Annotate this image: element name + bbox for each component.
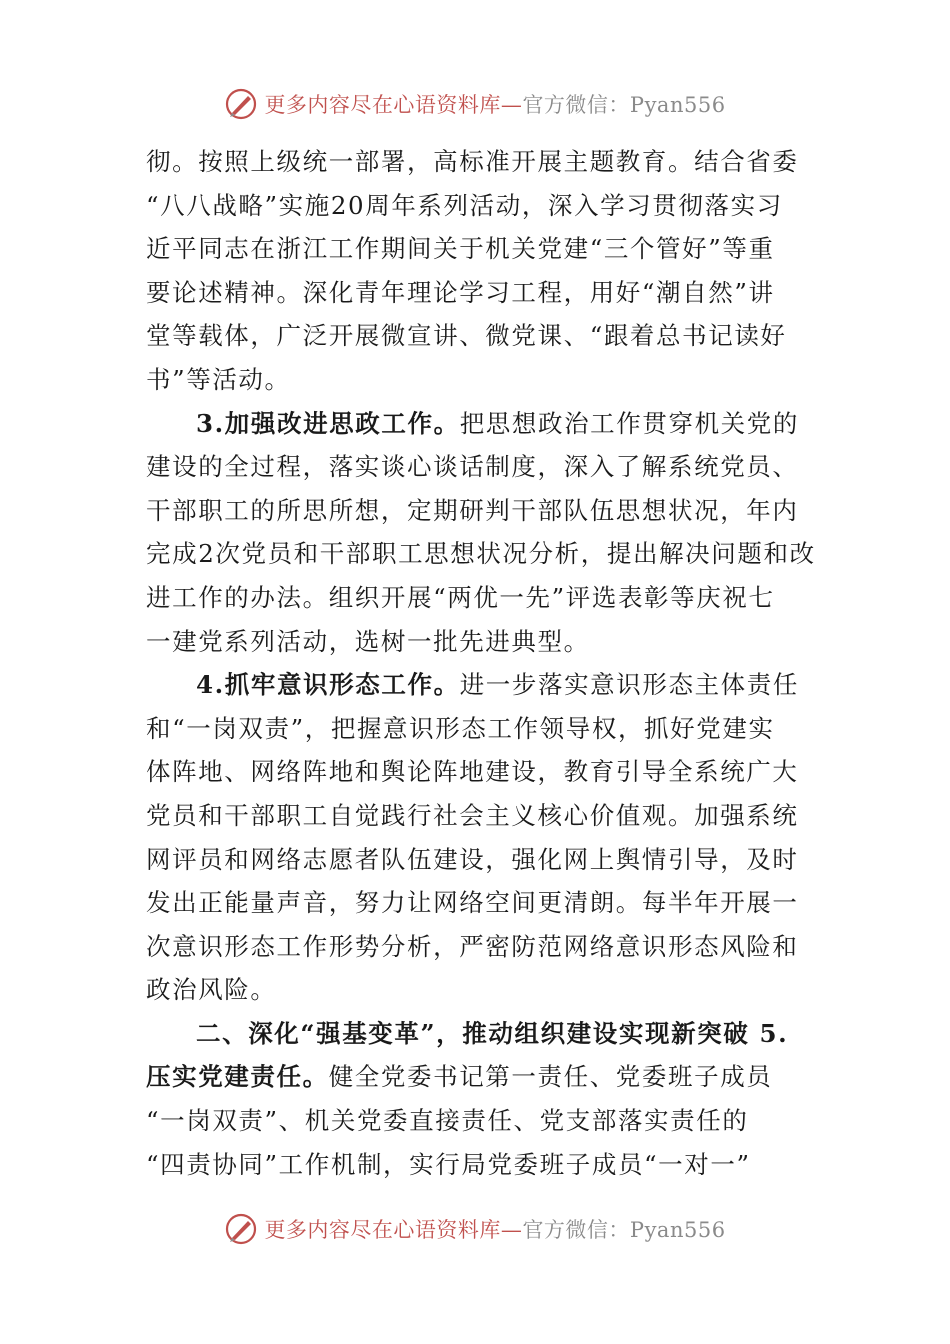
line-text: 发出正能量声音，努力让网络空间更清朗。每半年开展一 <box>146 888 799 918</box>
text-line <box>146 402 818 446</box>
line-text: 进工作的办法。组织开展“两优一先”评选表彰等庆祝七 <box>146 582 775 612</box>
line-text: “四责协同”工作机制，实行局党委班子成员“一对一” <box>146 1149 751 1179</box>
text-line <box>146 750 818 794</box>
line-text: 网评员和网络志愿者队伍建设，强化网上舆情引导，及时 <box>146 844 799 874</box>
bold-heading: 4.抓牢意识形态工作。 <box>196 670 460 700</box>
text-line <box>146 1012 818 1056</box>
text-line <box>146 1099 818 1143</box>
text-line <box>146 620 818 664</box>
text-line <box>146 358 818 402</box>
text-line <box>146 227 818 271</box>
watermark-text <box>264 1214 725 1244</box>
bold-heading: 3.加强改进思政工作。 <box>196 408 460 438</box>
watermark-prefix: 更多内容尽在心语资料库— <box>264 1218 523 1242</box>
text-line <box>146 271 818 315</box>
text-line <box>146 532 818 576</box>
text-line <box>146 794 818 838</box>
line-text: “八八战略”实施20周年系列活动，深入学习贯彻落实习 <box>146 190 783 220</box>
watermark-text <box>264 89 725 119</box>
pen-circle-logo-icon <box>224 1212 258 1246</box>
text-line <box>146 184 818 228</box>
text-line <box>146 1143 818 1187</box>
watermark-prefix: 更多内容尽在心语资料库— <box>264 93 523 117</box>
bold-heading: 二、深化“强基变革”，推动组织建设实现新突破 5. <box>196 1018 789 1048</box>
line-text: 党员和干部职工自觉践行社会主义核心价值观。加强系统 <box>146 800 799 830</box>
line-text: 堂等载体，广泛开展微宣讲、微党课、“跟着总书记读好 <box>146 321 787 351</box>
line-text: 完成2次党员和干部职工思想状况分析，提出解决问题和改 <box>146 539 816 569</box>
bold-heading: 压实党建责任。 <box>146 1062 329 1092</box>
text-line <box>146 838 818 882</box>
text-line <box>146 314 818 358</box>
line-text: 进一步落实意识形态主体责任 <box>459 670 799 700</box>
line-text: 把思想政治工作贯穿机关党的 <box>459 408 799 438</box>
line-text: 要论述精神。深化青年理论学习工程，用好“潮自然”讲 <box>146 277 775 307</box>
text-line <box>146 925 818 969</box>
text-line <box>146 489 818 533</box>
text-line <box>146 445 818 489</box>
text-line <box>146 663 818 707</box>
line-text: 体阵地、网络阵地和舆论阵地建设，教育引导全系统广大 <box>146 757 799 787</box>
line-text: 健全党委书记第一责任、党委班子成员 <box>328 1062 773 1092</box>
line-text: “一岗双责”、机关党委直接责任、党支部落实责任的 <box>146 1106 749 1136</box>
line-text: 彻。按照上级统一部署，高标准开展主题教育。结合省委 <box>146 147 799 176</box>
watermark-suffix: 官方微信：Pyan556 <box>522 1218 726 1242</box>
line-text: 近平同志在浙江工作期间关于机关党建“三个管好”等重 <box>146 234 775 264</box>
pen-circle-logo-icon <box>224 87 258 121</box>
text-line <box>146 707 818 751</box>
line-text: 干部职工的所思所想，定期研判干部队伍思想状况，年内 <box>146 495 799 525</box>
line-text: 次意识形态工作形势分析，严密防范网络意识形态风险和 <box>146 931 799 961</box>
watermark-banner-top <box>0 82 950 126</box>
document-body <box>146 140 818 1186</box>
line-text: 政治风险。 <box>146 975 277 1005</box>
line-text: 建设的全过程，落实谈心谈话制度，深入了解系统党员、 <box>146 452 799 482</box>
text-line <box>146 576 818 620</box>
line-text: 和“一岗双责”，把握意识形态工作领导权，抓好党建实 <box>146 713 775 743</box>
watermark-suffix: 官方微信：Pyan556 <box>522 93 726 117</box>
watermark-banner-bottom <box>0 1207 950 1251</box>
line-text: 书”等活动。 <box>146 364 291 394</box>
text-line <box>146 968 818 1012</box>
line-text: 一建党系列活动，选树一批先进典型。 <box>146 626 590 656</box>
text-line <box>146 881 818 925</box>
text-line <box>146 1055 818 1099</box>
text-line <box>146 140 818 184</box>
